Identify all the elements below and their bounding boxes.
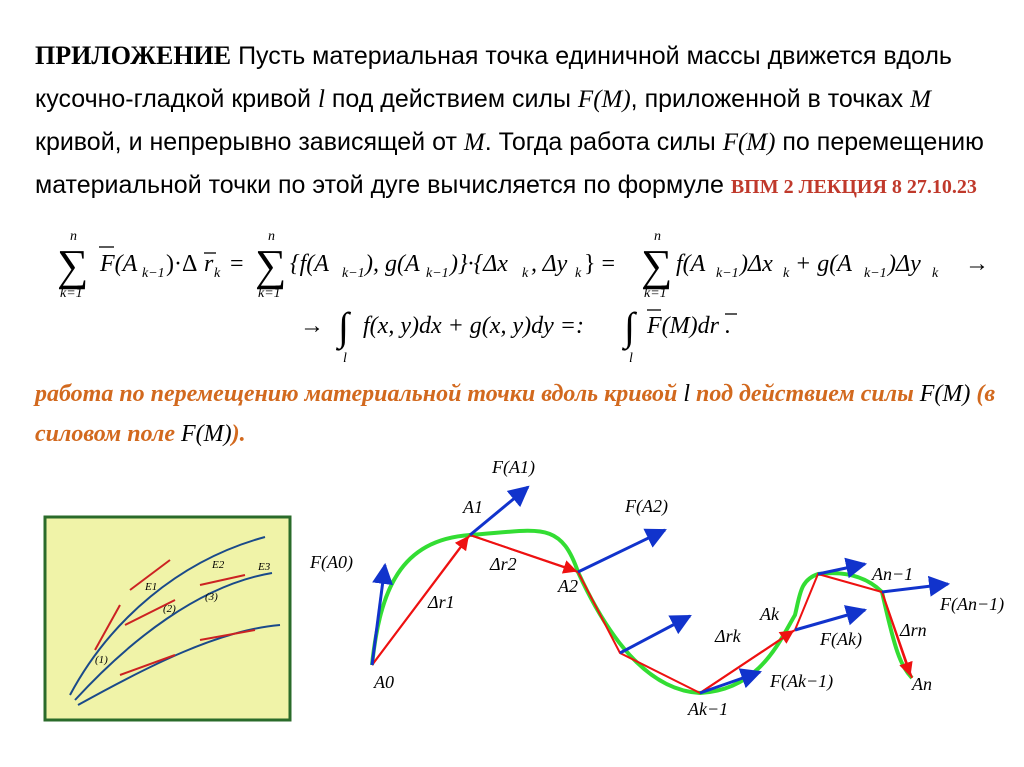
svg-text:F(M)dr .: F(M)dr . [647, 313, 731, 339]
svg-text:A1: A1 [463, 497, 483, 517]
svg-text:A0: A0 [374, 672, 394, 692]
integral-sign: ∫ [624, 304, 635, 349]
svg-text:E2: E2 [212, 559, 225, 571]
svg-text:l: l [629, 351, 633, 366]
sum-sign: ∑ [641, 241, 673, 290]
svg-text:k: k [783, 266, 790, 281]
svg-text:k: k [214, 266, 221, 281]
svg-text:k−1: k−1 [716, 266, 739, 281]
svg-text:F(A: F(A [100, 251, 138, 277]
svg-text:r: r [204, 251, 214, 277]
svg-text:), g(A: ), g(A [365, 251, 420, 277]
svg-text:)·Δ: )·Δ [166, 251, 198, 277]
svg-text:F(A0): F(A0) [310, 552, 353, 572]
svg-text:n: n [70, 229, 77, 244]
intro-paragraph: ПРИЛОЖЕНИЕ Пусть материальная точка единичной массы движется вдоль кусочно-гладкой кривой l под действием силы F(M), приложенной в точках M кривой, и непрерывно зависящей от M. Тогда работа силы F(M) по перемещению материальной точки по этой дуге вычисляется по формуле ВПМ 2 ЛЕКЦИЯ 8 27.10.23 [35, 41, 984, 199]
svg-text:n: n [654, 229, 661, 244]
force-field-inset [45, 517, 290, 720]
svg-text:)Δy: )Δy [888, 251, 921, 277]
sum-sign: ∑ [255, 241, 287, 290]
svg-text:Δr1: Δr1 [428, 592, 455, 612]
svg-text:=: = [230, 251, 244, 277]
svg-text:Δr2: Δr2 [490, 554, 517, 574]
svg-text:(1): (1) [95, 654, 108, 666]
svg-text:k−1: k−1 [426, 266, 449, 281]
force-symbol: F(M) [577, 86, 631, 113]
svg-text:, Δy: , Δy [531, 251, 568, 277]
svg-text:Δrk: Δrk [715, 626, 741, 646]
svg-text:F(A1): F(A1) [492, 457, 535, 477]
svg-text:Δrn: Δrn [900, 620, 927, 640]
work-definition: работа по перемещению материальной точки вдоль кривой l под действием силы F(M) (в силовом поле F(M)). [35, 381, 996, 447]
svg-text:k−1: k−1 [342, 266, 365, 281]
svg-text:k=1: k=1 [258, 286, 281, 301]
svg-text:F(Ak−1): F(Ak−1) [770, 671, 834, 691]
svg-text:f(A: f(A [676, 251, 706, 277]
svg-text:} =: } = [584, 251, 616, 277]
svg-text:n: n [268, 229, 275, 244]
svg-text:+ g(A: + g(A [795, 251, 852, 277]
svg-text:(2): (2) [163, 603, 176, 615]
integral-sign: ∫ [338, 304, 349, 349]
work-diagram [309, 457, 1004, 719]
lecture-tag: ВПМ 2 ЛЕКЦИЯ 8 27.10.23 [730, 176, 977, 198]
svg-text:f(x, y)dx + g(x, y)dy =:: f(x, y)dx + g(x, y)dy =: [363, 313, 584, 339]
svg-text:k−1: k−1 [864, 266, 887, 281]
svg-text:Ak: Ak [760, 604, 779, 624]
svg-text:F(Ak): F(Ak) [820, 629, 862, 649]
keyword-application: ПРИЛОЖЕНИЕ [35, 41, 232, 70]
svg-text:k=1: k=1 [644, 286, 667, 301]
svg-text:k: k [932, 266, 939, 281]
svg-text:k=1: k=1 [60, 286, 83, 301]
svg-text:)}·{Δx: )}·{Δx [450, 251, 508, 277]
svg-text:F(An−1): F(An−1) [940, 594, 1005, 614]
svg-text:E1: E1 [145, 581, 158, 593]
svg-text:k: k [575, 266, 582, 281]
svg-text:(3): (3) [205, 591, 218, 603]
svg-text:→: → [300, 313, 324, 339]
svg-text:E3: E3 [258, 561, 271, 573]
svg-text:k−1: k−1 [142, 266, 165, 281]
svg-text:An−1: An−1 [872, 564, 914, 584]
sum-sign: ∑ [57, 241, 89, 290]
svg-text:Ak−1: Ak−1 [688, 699, 729, 719]
arrow: → [965, 251, 989, 277]
svg-text:A2: A2 [558, 576, 578, 596]
svg-text:{f(A: {f(A [290, 251, 329, 277]
svg-text:An: An [912, 674, 932, 694]
svg-text:F(A2): F(A2) [625, 496, 668, 516]
svg-text:)Δx: )Δx [740, 251, 773, 277]
svg-text:l: l [343, 351, 347, 366]
svg-text:k: k [522, 266, 529, 281]
curve-symbol: l [317, 86, 325, 113]
